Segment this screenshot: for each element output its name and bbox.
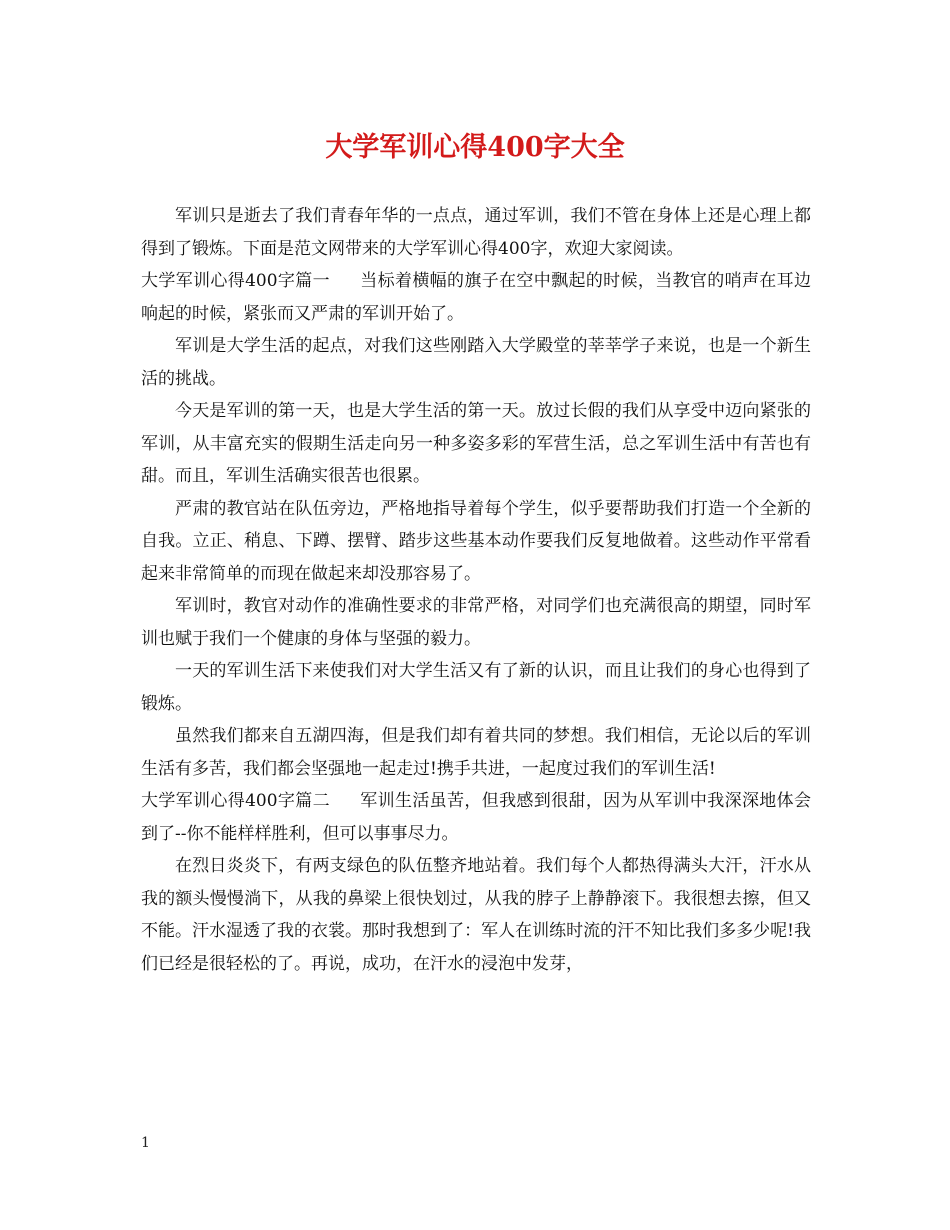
section-two-line	[141, 785, 811, 850]
paragraph: 军训是大学生活的起点，对我们这些刚踏入大学殿堂的莘莘学子来说，也是一个新生活的挑战。	[141, 336, 811, 389]
paragraph: 一天的军训生活下来使我们对大学生活又有了新的认识，而且让我们的身心也得到了锻炼。	[141, 661, 811, 714]
intro-paragraph: 军训只是逝去了我们青春年华的一点点，通过军训，我们不管在身体上还是心理上都得到了锻炼。下面是范文网带来的大学军训心得400字，欢迎大家阅读。	[141, 206, 811, 259]
document-title: 大学军训心得400字大全	[325, 132, 625, 163]
section-one-line	[141, 265, 811, 330]
section-heading-one: 大学军训心得400字篇一	[141, 271, 330, 291]
paragraph: 在烈日炎炎下，有两支绿色的队伍整齐地站着。我们每个人都热得满头大汗，汗水从我的额头慢慢淌下，从我的鼻梁上很快划过，从我的脖子上静静滚下。我很想去擦，但又不能。汗水湿透了我的衣裳。那时我想到了：军人在训练时流的汗不知比我们多多少呢!我们已经是很轻松的了。再说，成功，在汗水的浸泡中发芽，	[141, 856, 811, 974]
document-body	[141, 200, 811, 980]
section-heading-two: 大学军训心得400字篇二	[141, 791, 330, 811]
paragraph: 严肃的教官站在队伍旁边，严格地指导着每个学生，似乎要帮助我们打造一个全新的自我。立正、稍息、下蹲、摆臂、踏步这些基本动作要我们反复地做着。这些动作平常看起来非常简单的而现在做起来却没那容易了。	[141, 498, 811, 584]
paragraph-text: 当标着横幅的旗子在空中飘起的时候，当教官的哨声在耳边响起的时候，紧张而又严肃的军训开始了。	[141, 271, 811, 324]
paragraph: 今天是军训的第一天，也是大学生活的第一天。放过长假的我们从享受中迈向紧张的军训，从丰富充实的假期生活走向另一种多姿多彩的军营生活，总之军训生活中有苦也有甜。而且，军训生活确实很苦也很累。	[141, 401, 811, 486]
page-number: 1	[141, 1135, 150, 1151]
paragraph-text: 军训生活虽苦，但我感到很甜，因为从军训中我深深地体会到了--你不能样样胜利，但可以事事尽力。	[141, 791, 811, 844]
paragraph: 虽然我们都来自五湖四海，但是我们却有着共同的梦想。我们相信，无论以后的军训生活有多苦，我们都会坚强地一起走过!携手共进，一起度过我们的军训生活!	[141, 726, 811, 779]
paragraph: 军训时，教官对动作的准确性要求的非常严格，对同学们也充满很高的期望，同时军训也赋于我们一个健康的身体与坚强的毅力。	[141, 596, 811, 649]
